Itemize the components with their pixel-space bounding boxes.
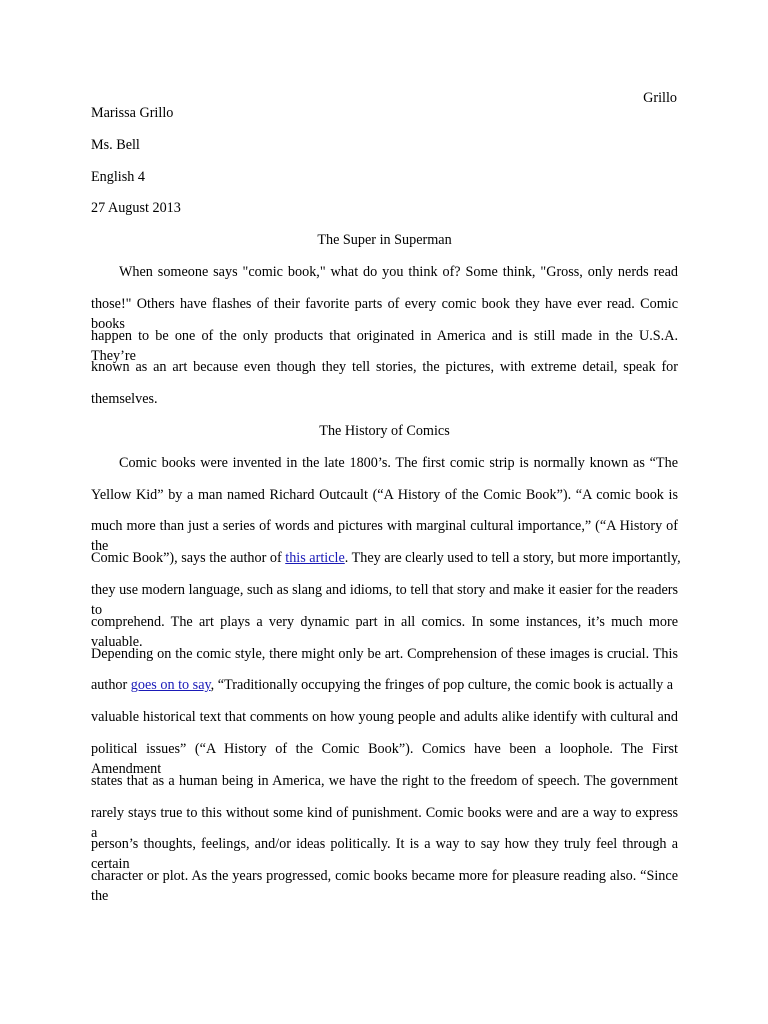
course-name: English 4	[91, 168, 145, 185]
paragraph-line	[91, 548, 681, 580]
paragraph-line: character or plot. As the years progressed, comic books became more for pleasure reading also. “Since the	[91, 868, 678, 905]
paragraph-line: they use modern language, such as slang and idioms, to tell that story and make it easier for the readers to	[91, 581, 678, 618]
line-text: author	[91, 677, 131, 694]
running-header: Grillo	[643, 90, 677, 106]
goes-on-to-say-link[interactable]: goes on to say	[130, 677, 211, 694]
line-text: . They are clearly used to tell a story, but more importantly,	[344, 550, 681, 567]
student-name: Marissa Grillo	[91, 105, 174, 121]
paragraph-line: those!" Others have flashes of their favorite parts of every comic book they have ever read. Comic books	[91, 295, 678, 332]
line-text: , “Traditionally occupying the fringes of pop culture, the comic book is actually a	[210, 677, 674, 694]
paragraph-line: Depending on the comic style, there might only be art. Comprehension of these images is crucial. This	[91, 645, 678, 662]
paragraph-line: valuable historical text that comments on how young people and adults alike identify with cultural and	[91, 709, 678, 726]
heading-block	[91, 103, 678, 230]
paragraph-line: person’s thoughts, feelings, and/or ideas politically. It is a way to say how they truly feel through a certain	[91, 836, 678, 873]
paragraph-line: happen to be one of the only products that originated in America and is still made in the U.S.A. They’re	[91, 327, 678, 364]
paragraph-line: themselves.	[91, 391, 158, 408]
this-article-link[interactable]: this article	[285, 550, 345, 567]
history-paragraph	[91, 453, 681, 905]
paragraph-line: much more than just a series of words and pictures with marginal cultural importance,” (“A History of the	[91, 518, 678, 555]
line-text: Comic Book”), says the author of	[91, 550, 286, 567]
paragraph-line: states that as a human being in America, we have the right to the freedom of speech. The government	[91, 772, 678, 789]
paragraph-line: comprehend. The art plays a very dynamic part in all comics. In some instances, it’s much more valuable.	[91, 613, 678, 650]
essay-title: The Super in Superman	[317, 232, 452, 249]
paragraph-line: When someone says "comic book," what do you think of? Some think, "Gross, only nerds read	[119, 263, 678, 280]
section-heading: The History of Comics	[319, 422, 450, 439]
paragraph-line: Comic books were invented in the late 1800’s. The first comic strip is normally known as “The	[119, 454, 678, 471]
paragraph-line	[91, 675, 678, 707]
document-body	[91, 103, 681, 905]
teacher-name: Ms. Bell	[91, 136, 140, 153]
paragraph-line: political issues” (“A History of the Comic Book”). Comics have been a loophole. The First Amendment	[91, 740, 678, 777]
paragraph-line: known as an art because even though they tell stories, the pictures, with extreme detail, speak for	[91, 359, 678, 376]
intro-paragraph	[91, 262, 678, 421]
paragraph-line: Yellow Kid” by a man named Richard Outcault (“A History of the Comic Book”). “A comic book is	[91, 486, 678, 503]
paragraph-line: rarely stays true to this without some kind of punishment. Comic books were and are a way to express a	[91, 804, 678, 841]
essay-date: 27 August 2013	[91, 200, 181, 217]
